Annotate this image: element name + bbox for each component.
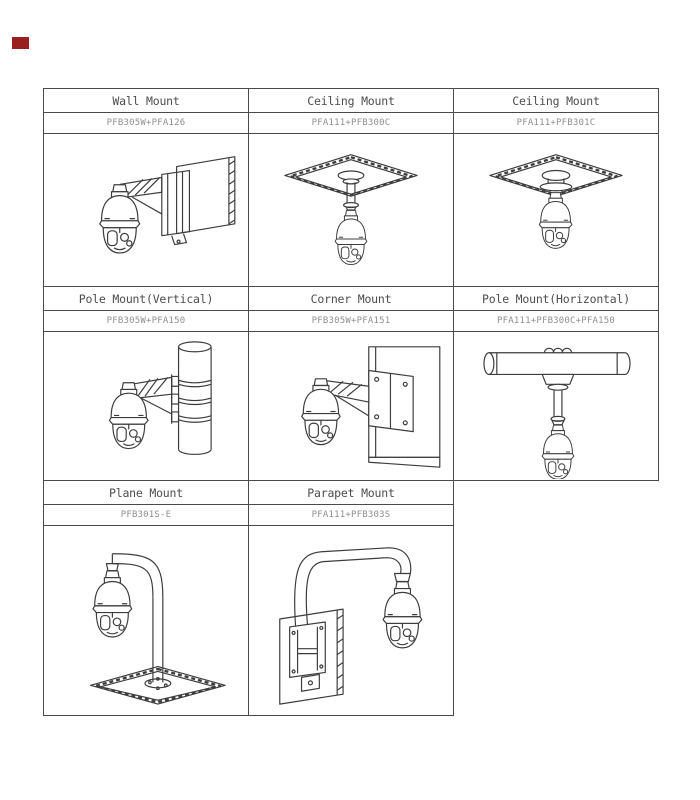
corner-mount-diagram: [249, 332, 453, 480]
mount-title: Corner Mount: [249, 287, 453, 311]
mount-model: PFB305W+PFA126: [44, 113, 248, 134]
mount-model: PFB305W+PFA150: [44, 311, 248, 332]
parapet-mount-diagram: [249, 526, 453, 715]
mount-model: PFB301S-E: [44, 505, 248, 526]
cell-ceiling-mount-direct: [453, 88, 659, 287]
mount-title: Parapet Mount: [249, 481, 453, 505]
table-row: [43, 88, 659, 287]
ceiling-pendant-mount-diagram: [249, 134, 453, 286]
pole-horizontal-mount-diagram: [454, 332, 658, 480]
mount-model: PFA111+PFB301C: [454, 113, 658, 134]
mount-model: PFA111+PFB300C: [249, 113, 453, 134]
wall-mount-diagram: [44, 134, 248, 286]
cell-plane-mount: [43, 480, 249, 716]
mount-title: Ceiling Mount: [249, 89, 453, 113]
mount-options-table: [43, 88, 659, 716]
cell-parapet-mount: [248, 480, 454, 716]
cell-wall-mount: [43, 88, 249, 287]
mount-model: PFA111+PFB303S: [249, 505, 453, 526]
plane-mount-diagram: [44, 526, 248, 715]
cell-pole-mount-vertical: [43, 286, 249, 481]
mount-model: PFB305W+PFA151: [249, 311, 453, 332]
cell-ceiling-mount-pendant: [248, 88, 454, 287]
mount-title: Pole Mount(Horizontal): [454, 287, 658, 311]
mount-title: Plane Mount: [44, 481, 248, 505]
mount-title: Pole Mount(Vertical): [44, 287, 248, 311]
table-row: [43, 286, 659, 481]
cell-corner-mount: [248, 286, 454, 481]
ceiling-direct-mount-diagram: [454, 134, 658, 286]
mount-model: PFA111+PFB300C+PFA150: [454, 311, 658, 332]
cell-pole-mount-horizontal: [453, 286, 659, 481]
red-mark: [12, 37, 29, 49]
mount-title: Wall Mount: [44, 89, 248, 113]
mount-title: Ceiling Mount: [454, 89, 658, 113]
pole-vertical-mount-diagram: [44, 332, 248, 480]
table-row: [43, 480, 659, 716]
